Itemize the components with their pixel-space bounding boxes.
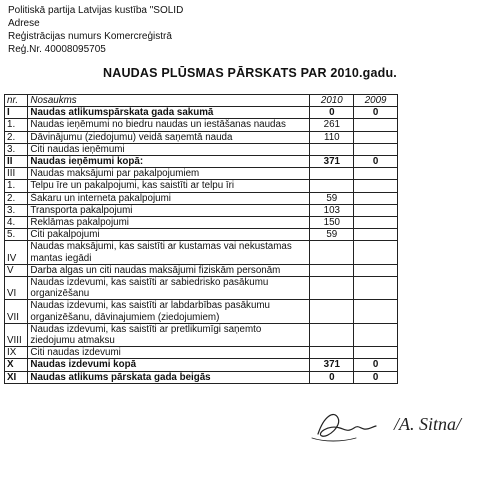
row-value-2010 bbox=[310, 300, 354, 323]
row-name: Citi pakalpojumi bbox=[28, 229, 310, 241]
row-name: Naudas izdevumi kopā bbox=[28, 359, 310, 371]
table-row bbox=[5, 156, 398, 168]
row-name: Dāvinājumu (ziedojumu) veidā saņemtā nauda bbox=[28, 131, 310, 143]
row-number: 2. bbox=[5, 131, 28, 143]
row-value-2009 bbox=[354, 143, 398, 155]
row-value-2009 bbox=[354, 323, 398, 346]
row-number: 3. bbox=[5, 143, 28, 155]
table-header-row bbox=[5, 95, 398, 107]
row-value-2009 bbox=[354, 119, 398, 131]
row-value-2010: 371 bbox=[310, 156, 354, 168]
row-value-2009 bbox=[354, 131, 398, 143]
signature bbox=[298, 398, 498, 448]
row-value-2010: 103 bbox=[310, 204, 354, 216]
row-number: IV bbox=[5, 241, 28, 264]
party-name: Politiskā partija Latvijas kustība "SOLID bbox=[8, 5, 184, 16]
table-row bbox=[5, 192, 398, 204]
row-value-2010 bbox=[310, 180, 354, 192]
row-number: XI bbox=[5, 371, 28, 383]
row-value-2010 bbox=[310, 323, 354, 346]
signature-name: /A. Sitna/ bbox=[394, 414, 461, 434]
table-row bbox=[5, 131, 398, 143]
table-body bbox=[5, 107, 398, 384]
registration-label: Reģistrācijas numurs Komercreģistrā bbox=[8, 31, 172, 42]
row-value-2010: 0 bbox=[310, 371, 354, 383]
address-label: Adrese bbox=[8, 18, 40, 29]
row-number: X bbox=[5, 359, 28, 371]
header-nr: nr. bbox=[5, 95, 28, 107]
row-value-2010: 110 bbox=[310, 131, 354, 143]
table-row bbox=[5, 107, 398, 119]
row-number: 1. bbox=[5, 119, 28, 131]
row-number: I bbox=[5, 107, 28, 119]
row-number: II bbox=[5, 156, 28, 168]
row-name: Naudas izdevumi, kas saistīti ar labdarbības pasākumu organizēšanu, dāvinajumiem (ziedojumiem) bbox=[28, 300, 310, 323]
table-row bbox=[5, 143, 398, 155]
row-value-2010 bbox=[310, 347, 354, 359]
table-row bbox=[5, 119, 398, 131]
row-name: Naudas atlikumspārskata gada sakumā bbox=[28, 107, 310, 119]
row-value-2009 bbox=[354, 192, 398, 204]
row-name: Naudas atlikums pārskata gada beigās bbox=[28, 371, 310, 383]
row-number: III bbox=[5, 168, 28, 180]
table-row bbox=[5, 300, 398, 323]
row-value-2009 bbox=[354, 264, 398, 276]
row-number: VI bbox=[5, 277, 28, 300]
table-row bbox=[5, 359, 398, 371]
row-name: Naudas ieņēmumi no biedru naudas un iestāšanas naudas bbox=[28, 119, 310, 131]
header-name: Nosaukms bbox=[28, 95, 310, 107]
row-value-2010: 59 bbox=[310, 229, 354, 241]
header-2010: 2010 bbox=[310, 95, 354, 107]
cash-flow-table bbox=[4, 94, 398, 384]
table-row bbox=[5, 168, 398, 180]
row-name: Transporta pakalpojumi bbox=[28, 204, 310, 216]
row-name: Reklāmas pakalpojumi bbox=[28, 217, 310, 229]
row-value-2010: 371 bbox=[310, 359, 354, 371]
report-title: NAUDAS PLŪSMAS PĀRSKATS PAR 2010.gadu. bbox=[103, 66, 397, 80]
document-header bbox=[8, 4, 183, 56]
table-row bbox=[5, 264, 398, 276]
row-value-2009 bbox=[354, 347, 398, 359]
row-value-2010 bbox=[310, 277, 354, 300]
row-number: 5. bbox=[5, 229, 28, 241]
row-number: 1. bbox=[5, 180, 28, 192]
row-value-2010 bbox=[310, 241, 354, 264]
registration-number: Reģ.Nr. 40008095705 bbox=[8, 44, 106, 55]
row-number: V bbox=[5, 264, 28, 276]
row-number: VII bbox=[5, 300, 28, 323]
row-name: Naudas ieņēmumi kopā: bbox=[28, 156, 310, 168]
row-number: IX bbox=[5, 347, 28, 359]
table-row bbox=[5, 180, 398, 192]
row-number: VIII bbox=[5, 323, 28, 346]
table-row bbox=[5, 371, 398, 383]
row-name: Darba algas un citi naudas maksājumi fiziskām personām bbox=[28, 264, 310, 276]
row-name: Naudas maksājumi par pakalpojumiem bbox=[28, 168, 310, 180]
row-value-2009 bbox=[354, 241, 398, 264]
row-value-2010 bbox=[310, 168, 354, 180]
row-number: 4. bbox=[5, 217, 28, 229]
table-row bbox=[5, 241, 398, 264]
row-value-2010 bbox=[310, 143, 354, 155]
row-name: Naudas izdevumi, kas saistīti ar pretlikumīgi saņemto ziedojumu atmaksu bbox=[28, 323, 310, 346]
row-value-2010: 0 bbox=[310, 107, 354, 119]
table-row bbox=[5, 277, 398, 300]
row-value-2009 bbox=[354, 300, 398, 323]
row-name: Citi naudas ieņēmumi bbox=[28, 143, 310, 155]
row-value-2009 bbox=[354, 168, 398, 180]
row-value-2010 bbox=[310, 264, 354, 276]
row-value-2009: 0 bbox=[354, 371, 398, 383]
row-value-2009 bbox=[354, 217, 398, 229]
table-row bbox=[5, 323, 398, 346]
row-number: 2. bbox=[5, 192, 28, 204]
row-number: 3. bbox=[5, 204, 28, 216]
row-name: Naudas maksājumi, kas saistīti ar kustamas vai nekustamas mantas iegādi bbox=[28, 241, 310, 264]
row-name: Šakaru un interneta pakalpojumi bbox=[28, 192, 310, 204]
table-row bbox=[5, 229, 398, 241]
row-value-2010: 261 bbox=[310, 119, 354, 131]
table-row bbox=[5, 347, 398, 359]
table-row bbox=[5, 217, 398, 229]
row-value-2009 bbox=[354, 277, 398, 300]
row-value-2009 bbox=[354, 180, 398, 192]
signature-drawing bbox=[298, 398, 498, 448]
header-2009: 2009 bbox=[354, 95, 398, 107]
row-value-2009: 0 bbox=[354, 359, 398, 371]
row-value-2010: 150 bbox=[310, 217, 354, 229]
row-value-2010: 59 bbox=[310, 192, 354, 204]
row-value-2009 bbox=[354, 229, 398, 241]
row-value-2009: 0 bbox=[354, 156, 398, 168]
row-name: Naudas izdevumi, kas saistīti ar sabiedrisko pasākumu organizēšanu bbox=[28, 277, 310, 300]
row-name: Citi naudas izdevumi bbox=[28, 347, 310, 359]
row-value-2009 bbox=[354, 204, 398, 216]
row-name: Telpu īre un pakalpojumi, kas saistīti ar telpu īri bbox=[28, 180, 310, 192]
row-value-2009: 0 bbox=[354, 107, 398, 119]
table-row bbox=[5, 204, 398, 216]
